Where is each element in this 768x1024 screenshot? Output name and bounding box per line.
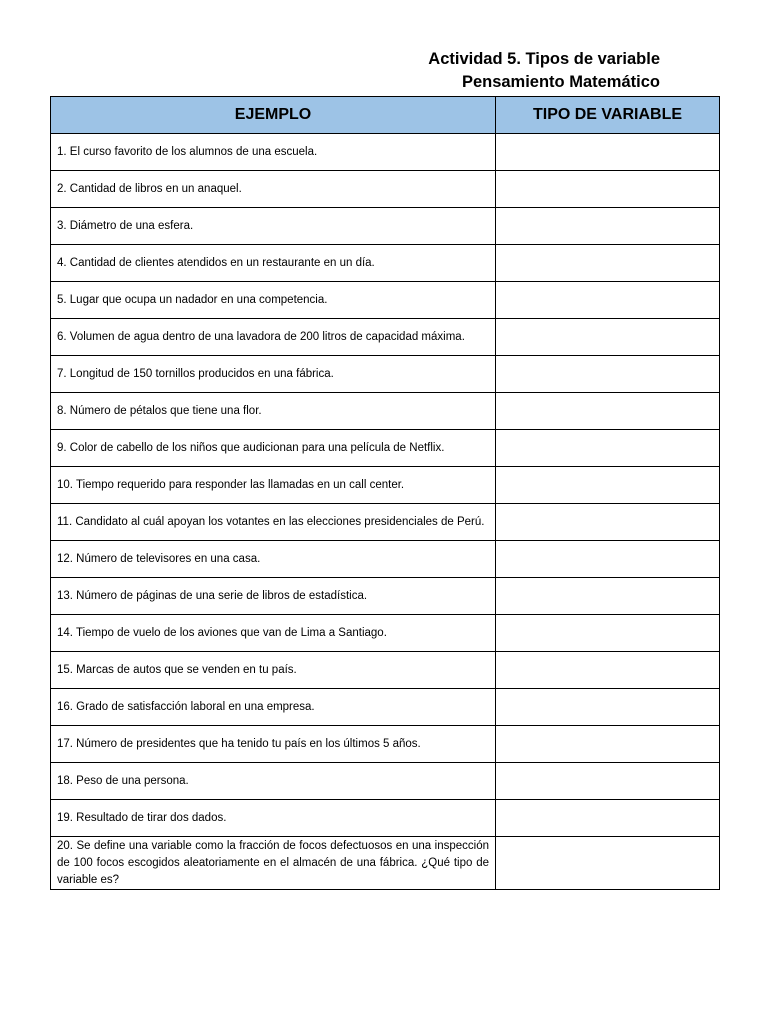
variable-type-cell[interactable] [496,467,720,504]
table-row [51,134,720,171]
document-title [428,48,660,94]
example-cell: 19. Resultado de tirar dos dados. [51,800,496,837]
example-cell: 8. Número de pétalos que tiene una flor. [51,393,496,430]
variable-type-cell[interactable] [496,245,720,282]
table-row [51,504,720,541]
table-row [51,689,720,726]
variable-type-cell[interactable] [496,763,720,800]
example-cell: 1. El curso favorito de los alumnos de una escuela. [51,134,496,171]
example-cell: 2. Cantidad de libros en un anaquel. [51,171,496,208]
table-header-row [51,97,720,134]
table-row [51,282,720,319]
table-row [51,356,720,393]
example-cell: 6. Volumen de agua dentro de una lavadora de 200 litros de capacidad máxima. [51,319,496,356]
table-row [51,615,720,652]
variable-type-cell[interactable] [496,504,720,541]
variable-type-cell[interactable] [496,689,720,726]
table-row [51,393,720,430]
example-cell: 3. Diámetro de una esfera. [51,208,496,245]
variable-type-cell[interactable] [496,282,720,319]
table-row [51,726,720,763]
example-cell: 9. Color de cabello de los niños que audicionan para una película de Netflix. [51,430,496,467]
example-cell: 11. Candidato al cuál apoyan los votantes en las elecciones presidenciales de Perú. [51,504,496,541]
table-row [51,652,720,689]
example-cell: 7. Longitud de 150 tornillos producidos en una fábrica. [51,356,496,393]
example-cell: 14. Tiempo de vuelo de los aviones que van de Lima a Santiago. [51,615,496,652]
variable-type-cell[interactable] [496,800,720,837]
table-row [51,800,720,837]
table-row [51,430,720,467]
table-row [51,763,720,800]
table-row [51,171,720,208]
variable-type-cell[interactable] [496,134,720,171]
example-cell: 17. Número de presidentes que ha tenido tu país en los últimos 5 años. [51,726,496,763]
table-row [51,319,720,356]
example-cell: 10. Tiempo requerido para responder las llamadas en un call center. [51,467,496,504]
variable-type-cell[interactable] [496,393,720,430]
example-cell: 12. Número de televisores en una casa. [51,541,496,578]
variable-type-cell[interactable] [496,208,720,245]
example-cell: 13. Número de páginas de una serie de libros de estadística. [51,578,496,615]
example-cell: 4. Cantidad de clientes atendidos en un restaurante en un día. [51,245,496,282]
variable-type-cell[interactable] [496,615,720,652]
variable-type-cell[interactable] [496,726,720,763]
table-row [51,245,720,282]
example-cell: 16. Grado de satisfacción laboral en una empresa. [51,689,496,726]
activity-title: Actividad 5. Tipos de variable [428,50,660,68]
table-row [51,208,720,245]
example-cell: 20. Se define una variable como la fracción de focos defectuosos en una inspección de 100 focos escogidos aleatoriamente en el almacén de una fábrica. ¿Qué tipo de variable es? [51,837,496,890]
table-row [51,578,720,615]
variable-type-cell[interactable] [496,541,720,578]
column-header-example: EJEMPLO [51,97,496,134]
table-row [51,541,720,578]
variable-type-cell[interactable] [496,578,720,615]
variable-type-cell[interactable] [496,430,720,467]
course-name: Pensamiento Matemático [461,73,660,91]
column-header-variable-type: TIPO DE VARIABLE [496,97,720,134]
table-row [51,467,720,504]
variable-type-cell[interactable] [496,652,720,689]
variable-type-cell[interactable] [496,319,720,356]
table-row [51,837,720,890]
variable-type-cell[interactable] [496,837,720,890]
example-cell: 5. Lugar que ocupa un nadador en una competencia. [51,282,496,319]
variable-type-cell[interactable] [496,171,720,208]
variable-type-cell[interactable] [496,356,720,393]
example-cell: 15. Marcas de autos que se venden en tu país. [51,652,496,689]
example-cell: 18. Peso de una persona. [51,763,496,800]
variables-table [50,96,720,890]
